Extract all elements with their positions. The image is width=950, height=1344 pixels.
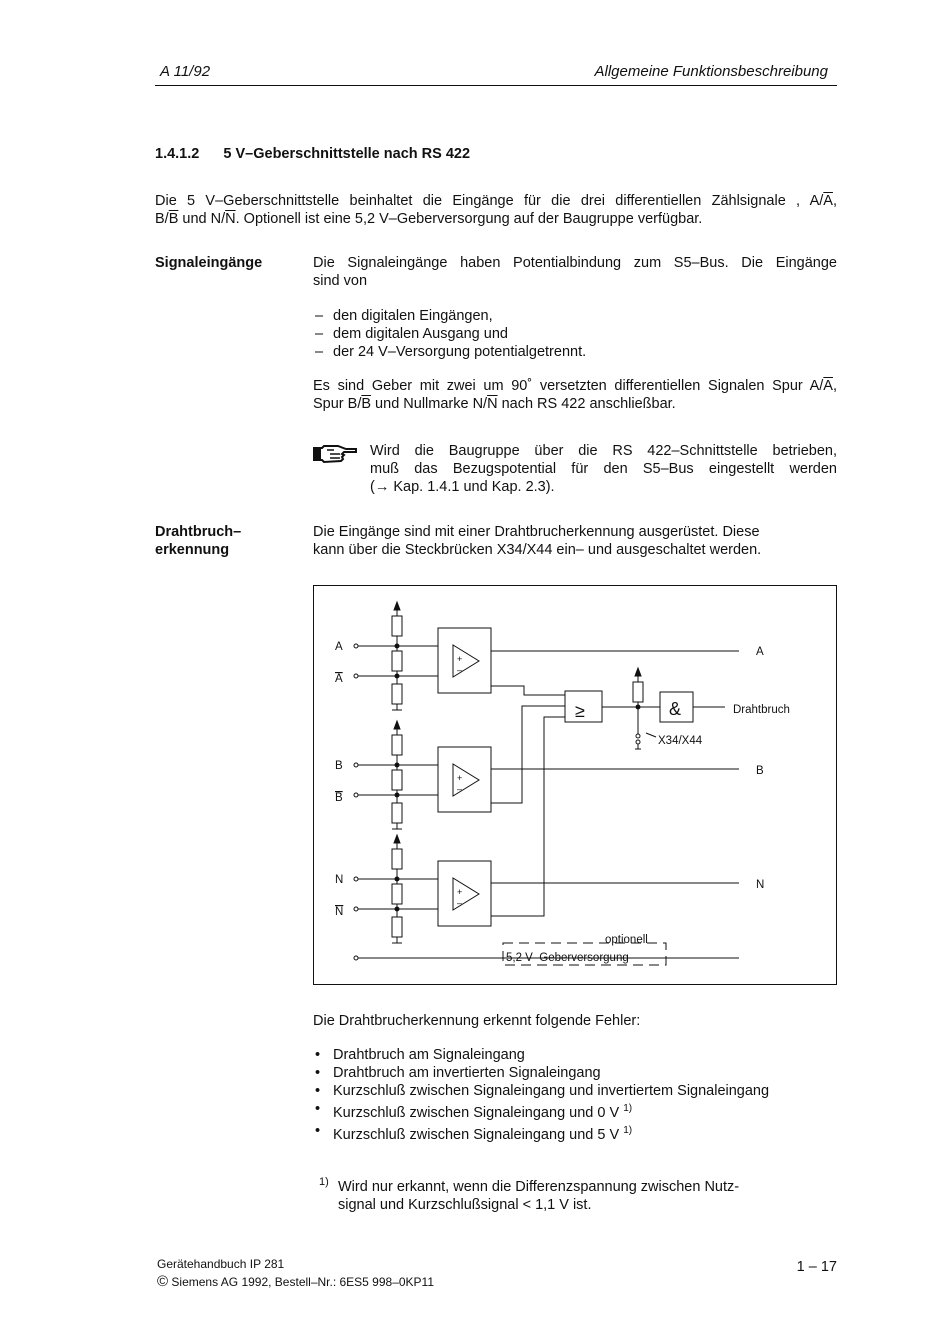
footer-left: Gerätehandbuch IP 281 © Siemens AG 1992, Bestell–Nr.: 6ES5 998–0KP11	[157, 1257, 435, 1290]
header-rule	[155, 85, 837, 86]
intro-line-2: $B/\overline{B}$ und $N/\overline{N}$. Optionell ist eine 5,2 V–Geberversorgung auf der Baugruppe verfügbar.	[155, 211, 703, 227]
errors-intro: Die Drahtbrucherkennung erkennt folgende Fehler:	[313, 1013, 641, 1029]
intro-paragraph	[155, 192, 837, 228]
svg-text:–: –	[457, 784, 463, 794]
svg-text:+: +	[457, 773, 463, 783]
and-gate-symbol: &	[669, 699, 682, 719]
pointing-hand-icon	[312, 442, 358, 466]
intro-line-1: Die 5 V–Geberschnittstelle beinhaltet die Eingänge für die drei differentiellen Zählsignale , $A/\overline{A}$,	[155, 193, 837, 209]
header-left: A 11/92	[160, 63, 211, 80]
channel-a	[354, 602, 739, 710]
list-item: • Drahtbruch am Signaleingang	[315, 1047, 525, 1063]
header-right: Allgemeine Funktionsbeschreibung	[594, 63, 828, 80]
isolation-list	[313, 307, 837, 361]
page-number: 1 – 17	[796, 1259, 837, 1275]
out-b-label: B	[756, 765, 764, 777]
signaleingaenge-text: Die Signaleingänge haben Potentialbindung zum S5–Bus. Die Eingänge sind von	[313, 255, 837, 289]
in-a-label: A	[335, 641, 343, 653]
supply-label: 5,2 V–Geberversorgung	[506, 952, 629, 964]
list-item: • Drahtbruch am invertierten Signaleingang	[315, 1065, 601, 1081]
footnote-mark: 1)	[319, 1176, 329, 1188]
optionell-label: optionell	[605, 934, 648, 946]
footnote-text: Wird nur erkannt, wenn die Differenzspannung zwischen Nutz- signal und Kurzschlußsignal < 1,1 V ist.	[338, 1179, 740, 1213]
section-title: 5 V–Geberschnittstelle nach RS 422	[223, 146, 471, 162]
list-item: – den digitalen Eingängen,	[315, 308, 493, 324]
channel-n	[354, 717, 739, 943]
geber-paragraph: Es sind Geber mit zwei um 90˚ versetzten differentiellen Signalen Spur $A/\overline{A}$, Spur $B/\overline{B}$ und Nullmarke $N/\overline{N}$ nach RS 422 anschließbar.	[313, 378, 837, 412]
errors-list	[313, 1046, 837, 1144]
note-text: Wird die Baugruppe über die RS 422–Schnittstelle betrieben, muß das Bezugspotential für den S5–Bus eingestellt werden (→ Kap. 1.4.1 und Kap. 2.3).	[370, 443, 837, 495]
or-gate-symbol: ≥	[575, 701, 585, 721]
list-item: – der 24 V–Versorgung potentialgetrennt.	[315, 344, 587, 360]
signaleingaenge-label: Signaleingänge	[155, 255, 263, 271]
list-item: • Kurzschluß zwischen Signaleingang und invertiertem Signaleingang	[315, 1083, 770, 1099]
jumper-label: X34/X44	[658, 735, 703, 747]
svg-text:–: –	[457, 665, 463, 675]
in-a-bar-label: A	[335, 673, 343, 685]
channel-b	[354, 706, 739, 829]
in-n-label: N	[335, 874, 344, 886]
svg-text:+: +	[457, 654, 463, 664]
drahtbruch-block-diagram	[313, 585, 837, 985]
drahtbruch-label: Drahtbruch– erkennung	[155, 524, 242, 558]
in-n-bar-label: N	[335, 906, 344, 918]
svg-text:–: –	[457, 898, 463, 908]
section-heading	[155, 146, 470, 162]
section-number: 1.4.1.2	[155, 146, 200, 162]
list-item: – dem digitalen Ausgang und	[315, 326, 508, 342]
in-b-bar-label: B	[335, 792, 343, 804]
list-item: • Kurzschluß zwischen Signaleingang und 0 V $^{1)}$	[315, 1101, 633, 1121]
drahtbruch-text: Die Eingänge sind mit einer Drahtbrucherkennung ausgerüstet. Diese kann über die Steckbrücken X34/X44 ein– und ausgeschaltet werden.	[313, 524, 762, 558]
svg-text:+: +	[457, 887, 463, 897]
copyright-icon: ©	[157, 1273, 169, 1290]
out-a-label: A	[756, 646, 764, 658]
out-drahtbruch-label: Drahtbruch	[733, 704, 790, 716]
list-item: • Kurzschluß zwischen Signaleingang und 5 V $^{1)}$	[315, 1122, 633, 1143]
out-n-label: N	[756, 879, 765, 891]
in-b-label: B	[335, 760, 343, 772]
